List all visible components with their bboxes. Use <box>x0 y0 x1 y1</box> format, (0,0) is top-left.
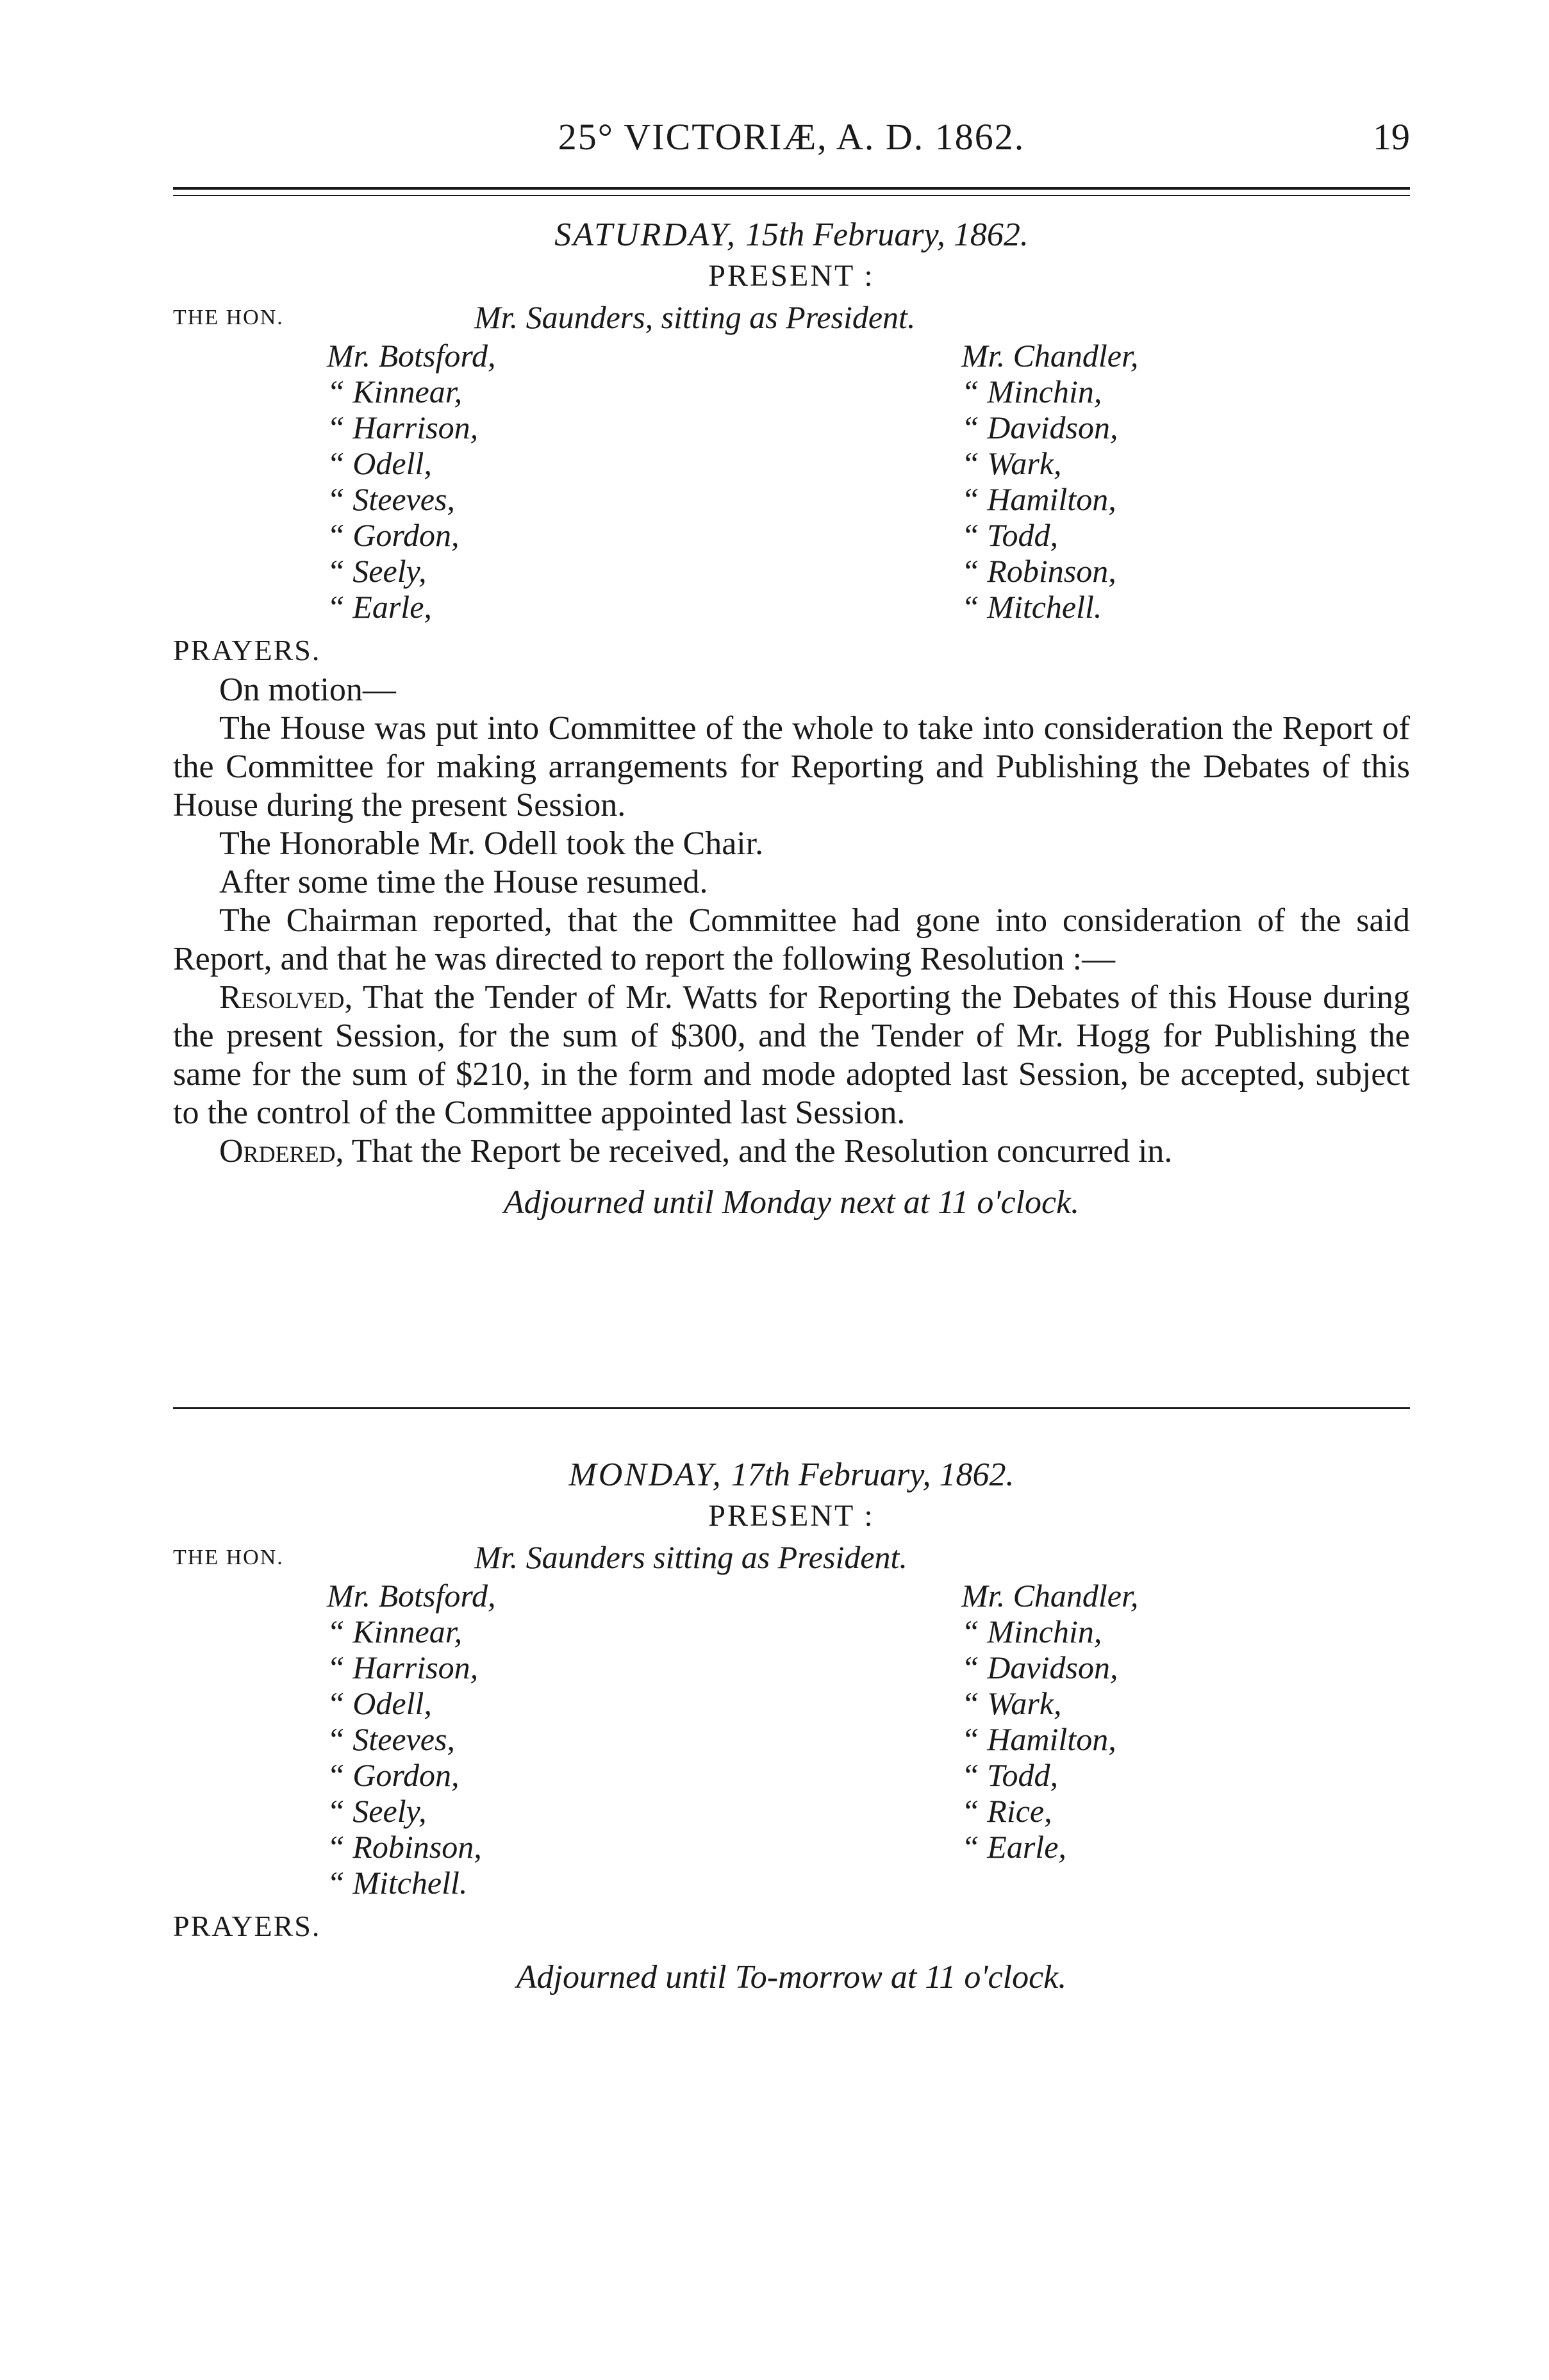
member-name: “ Davidson, <box>961 409 1118 445</box>
member-name: Mr. Botsford, <box>327 1578 496 1614</box>
resolved-label: Resolved, <box>219 979 353 1016</box>
member-name: “ Harrison, <box>327 409 479 445</box>
member-name: “ Seely, <box>327 1793 427 1829</box>
member-name: “ Minchin, <box>961 374 1102 409</box>
member-name: “ Mitchell. <box>327 1865 468 1901</box>
member-name: “ Robinson, <box>961 553 1116 589</box>
resolved-text: That the Tender of Mr. Watts for Reporting the Debates of this House during the present Session, for the sum of $300, and the Tender of Mr. Hogg for Publishing the same for the sum of $210, in the form and mode adopted last Session, be accepted, subject to the control of the Committee appointed last Session. <box>173 979 1410 1131</box>
minutes-paragraph: The House was put into Committee of the whole to take into consideration the Report of the Committee for making arrangements for Reporting and Publishing the Debates of this House during the present Session. <box>173 710 1410 823</box>
member-name: “ Kinnear, <box>327 374 463 409</box>
page-number: 19 <box>1373 116 1410 158</box>
prayers-label: PRAYERS. <box>173 634 321 666</box>
page-header <box>173 115 1410 173</box>
member-name: Mr. Chandler, <box>961 338 1139 374</box>
member-name: “ Gordon, <box>327 517 460 553</box>
order-paragraph <box>173 1132 1410 1171</box>
member-list <box>173 338 1410 630</box>
member-name: “ Wark, <box>961 1685 1062 1721</box>
member-name: “ Odell, <box>327 445 432 481</box>
member-column-left <box>327 338 495 625</box>
member-name: “ Todd, <box>961 517 1059 553</box>
member-name: “ Robinson, <box>327 1829 482 1865</box>
hon-row <box>173 297 1410 338</box>
present-label: PRESENT : <box>708 1499 875 1533</box>
member-name: “ Minchin, <box>961 1614 1102 1649</box>
session-date-line <box>173 1455 1410 1496</box>
session-day: SATURDAY, <box>554 217 737 253</box>
session-date: 15th February, 1862. <box>745 217 1029 253</box>
hon-label: THE HON. <box>173 306 284 329</box>
member-name: “ Harrison, <box>327 1649 479 1685</box>
member-name: “ Earle, <box>327 589 432 625</box>
minutes-paragraph: The Honorable Mr. Odell took the Chair. <box>219 825 764 862</box>
member-column-left <box>327 1578 495 1901</box>
session-monday <box>173 1455 1410 1998</box>
member-name: “ Earle, <box>961 1829 1066 1865</box>
ordered-label: Ordered, <box>219 1133 344 1169</box>
section-divider <box>173 1407 1410 1409</box>
session-date-line <box>173 215 1410 256</box>
member-name: “ Gordon, <box>327 1757 460 1793</box>
member-list <box>173 1578 1410 1906</box>
member-name: “ Hamilton, <box>961 1721 1116 1757</box>
member-name: “ Kinnear, <box>327 1614 463 1649</box>
member-name: “ Rice, <box>961 1793 1052 1829</box>
minutes-paragraph: The Chairman reported, that the Committee had gone into consideration of the said Report, and that he was directed to report the following Resolution :— <box>173 902 1410 977</box>
member-name: “ Steeves, <box>327 481 455 517</box>
member-column-right <box>961 1578 1138 1865</box>
hon-label: THE HON. <box>173 1546 284 1569</box>
minutes-paragraph: After some time the House resumed. <box>219 864 708 900</box>
hon-row <box>173 1537 1410 1578</box>
ordered-text: That the Report be received, and the Resolution concurred in. <box>351 1133 1173 1169</box>
member-name: “ Wark, <box>961 445 1062 481</box>
member-name: “ Steeves, <box>327 1721 455 1757</box>
adjourned-line: Adjourned until Monday next at 11 o'clock. <box>503 1184 1080 1221</box>
present-label: PRESENT : <box>708 259 875 293</box>
president-line: Mr. Saunders sitting as President. <box>474 1539 907 1575</box>
president-line: Mr. Saunders, sitting as President. <box>474 299 916 335</box>
adjourned-line: Adjourned until To-morrow at 11 o'clock. <box>516 1959 1067 1996</box>
member-name: “ Hamilton, <box>961 481 1116 517</box>
session-saturday <box>173 215 1410 1223</box>
member-name: Mr. Botsford, <box>327 338 496 374</box>
running-title: 25° VICTORIÆ, A. D. 1862. <box>558 116 1025 158</box>
header-double-rule <box>173 187 1410 190</box>
member-name: “ Todd, <box>961 1757 1059 1793</box>
session-day: MONDAY, <box>568 1457 723 1493</box>
member-name: “ Seely, <box>327 553 427 589</box>
member-name: “ Davidson, <box>961 1649 1118 1685</box>
member-name: Mr. Chandler, <box>961 1578 1139 1614</box>
resolution-paragraph <box>173 979 1410 1132</box>
member-name: “ Mitchell. <box>961 589 1102 625</box>
member-column-right <box>961 338 1138 625</box>
member-name: “ Odell, <box>327 1685 432 1721</box>
on-motion: On motion— <box>219 672 396 708</box>
session-date: 17th February, 1862. <box>731 1457 1015 1493</box>
prayers-label: PRAYERS. <box>173 1910 321 1942</box>
